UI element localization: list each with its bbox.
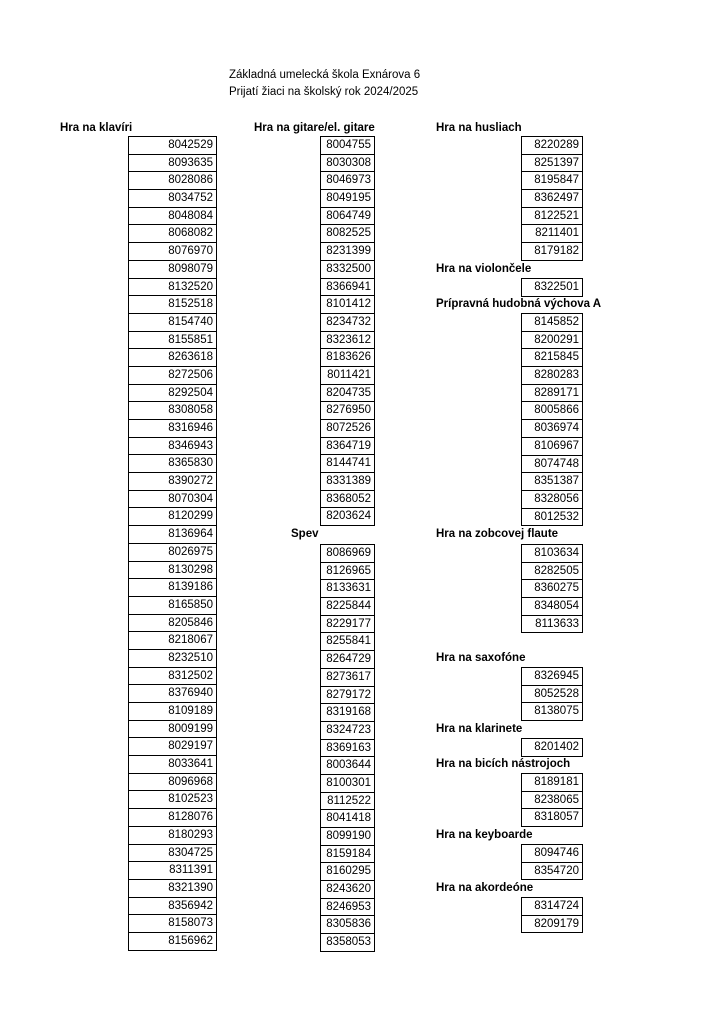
student-id-cell: 8362497 (521, 189, 583, 207)
student-id-cell: 8103634 (521, 544, 583, 562)
student-id-cell: 8049195 (320, 189, 375, 207)
student-id-cell: 8160295 (320, 862, 375, 880)
student-id-cell: 8321390 (128, 879, 217, 897)
student-id-cell: 8005866 (521, 401, 583, 419)
student-id-cell: 8128076 (128, 808, 217, 826)
student-id-cell: 8318057 (521, 808, 583, 827)
student-id-cell: 8106967 (521, 437, 583, 455)
student-id-cell: 8322501 (521, 278, 583, 297)
list-husle (521, 136, 583, 261)
student-id-cell: 8272506 (128, 366, 217, 384)
document-title: Prijatí žiaci na školský rok 2024/2025 (229, 86, 419, 98)
student-id-cell: 8070304 (128, 490, 217, 508)
student-id-cell: 8255841 (320, 632, 375, 650)
section-title-keyboard: Hra na keyboarde (436, 829, 533, 841)
student-id-cell: 8144741 (320, 454, 375, 472)
list-keyboard (521, 844, 583, 880)
student-id-cell: 8042529 (128, 136, 217, 154)
student-id-cell: 8364719 (320, 437, 375, 455)
student-id-cell: 8009199 (128, 720, 217, 738)
student-id-cell: 8026975 (128, 543, 217, 561)
student-id-cell: 8263618 (128, 348, 217, 366)
student-id-cell: 8132520 (128, 278, 217, 296)
student-id-cell: 8369163 (320, 739, 375, 757)
student-id-cell: 8200291 (521, 331, 583, 349)
student-id-cell: 8189181 (521, 773, 583, 791)
student-id-cell: 8346943 (128, 437, 217, 455)
student-id-cell: 8126965 (320, 562, 375, 580)
student-id-cell: 8276950 (320, 401, 375, 419)
student-id-cell: 8029197 (128, 737, 217, 755)
student-id-cell: 8098079 (128, 260, 217, 278)
student-id-cell: 8305836 (320, 915, 375, 933)
student-id-cell: 8358053 (320, 933, 375, 952)
student-id-cell: 8225844 (320, 597, 375, 615)
student-id-cell: 8308058 (128, 401, 217, 419)
student-id-cell: 8251397 (521, 154, 583, 172)
section-title-bicie: Hra na bicích nástrojoch (436, 758, 571, 770)
student-id-cell: 8351387 (521, 472, 583, 490)
student-id-cell: 8366941 (320, 278, 375, 296)
student-id-cell: 8099190 (320, 827, 375, 845)
student-id-cell: 8390272 (128, 472, 217, 490)
list-phv (521, 313, 583, 526)
section-title-violoncelo: Hra na violončele (436, 263, 532, 275)
section-title-akordeon: Hra na akordeóne (436, 882, 534, 894)
section-title-husle: Hra na husliach (436, 122, 522, 134)
student-id-cell: 8356942 (128, 897, 217, 915)
student-id-cell: 8360275 (521, 579, 583, 597)
list-flauta (521, 544, 583, 633)
student-id-cell: 8034752 (128, 189, 217, 207)
student-id-cell: 8179182 (521, 242, 583, 261)
student-id-cell: 8316946 (128, 419, 217, 437)
student-id-cell: 8231399 (320, 242, 375, 260)
section-title-saxofon: Hra na saxofóne (436, 652, 526, 664)
student-id-cell: 8323612 (320, 331, 375, 349)
student-id-cell: 8159184 (320, 845, 375, 863)
student-id-cell: 8112522 (320, 792, 375, 810)
student-id-cell: 8201402 (521, 738, 583, 757)
student-id-cell: 8072526 (320, 419, 375, 437)
student-id-cell: 8048084 (128, 207, 217, 225)
student-id-cell: 8292504 (128, 384, 217, 402)
student-id-cell: 8156962 (128, 932, 217, 951)
student-id-cell: 8033641 (128, 755, 217, 773)
student-id-cell: 8139186 (128, 578, 217, 596)
student-id-cell: 8215845 (521, 348, 583, 366)
student-id-cell: 8246953 (320, 898, 375, 916)
student-id-cell: 8311391 (128, 861, 217, 879)
student-id-cell: 8209179 (521, 915, 583, 934)
student-id-cell: 8328056 (521, 490, 583, 508)
section-title-spev: Spev (291, 528, 319, 540)
student-id-cell: 8046973 (320, 171, 375, 189)
student-id-cell: 8082525 (320, 224, 375, 242)
student-id-cell: 8180293 (128, 826, 217, 844)
student-id-cell: 8012532 (521, 508, 583, 527)
student-id-cell: 8109189 (128, 702, 217, 720)
student-id-cell: 8030308 (320, 154, 375, 172)
student-id-cell: 8096968 (128, 773, 217, 791)
student-id-cell: 8041418 (320, 809, 375, 827)
student-id-cell: 8289171 (521, 384, 583, 402)
student-id-cell: 8155851 (128, 331, 217, 349)
student-id-cell: 8076970 (128, 242, 217, 260)
list-klavir (128, 136, 217, 951)
student-id-cell: 8113633 (521, 615, 583, 634)
student-id-cell: 8074748 (521, 455, 583, 473)
student-id-cell: 8376940 (128, 684, 217, 702)
student-id-cell: 8348054 (521, 597, 583, 615)
student-id-cell: 8195847 (521, 171, 583, 189)
student-id-cell: 8229177 (320, 615, 375, 633)
student-id-cell: 8365830 (128, 454, 217, 472)
student-id-cell: 8136964 (128, 525, 217, 543)
list-saxofon (521, 667, 583, 721)
document-header (229, 67, 420, 101)
student-id-cell: 8102523 (128, 790, 217, 808)
student-id-cell: 8220289 (521, 136, 583, 154)
student-id-cell: 8086969 (320, 544, 375, 562)
student-id-cell: 8028086 (128, 171, 217, 189)
student-id-cell: 8158073 (128, 914, 217, 932)
student-id-cell: 8064749 (320, 207, 375, 225)
student-id-cell: 8154740 (128, 313, 217, 331)
section-title-klarinet: Hra na klarinete (436, 723, 523, 735)
student-id-cell: 8319168 (320, 703, 375, 721)
student-id-cell: 8234732 (320, 313, 375, 331)
list-spev (320, 544, 375, 952)
section-title-gitara: Hra na gitare/el. gitare (254, 122, 375, 134)
student-id-cell: 8122521 (521, 207, 583, 225)
list-klarinet (521, 738, 583, 757)
student-id-cell: 8205846 (128, 614, 217, 632)
student-id-cell: 8011421 (320, 366, 375, 384)
student-id-cell: 8101412 (320, 295, 375, 313)
student-id-cell: 8326945 (521, 667, 583, 685)
student-id-cell: 8304725 (128, 844, 217, 862)
student-id-cell: 8036974 (521, 419, 583, 437)
section-title-flauta: Hra na zobcovej flaute (436, 528, 559, 540)
school-name: Základná umelecká škola Exnárova 6 (229, 69, 421, 81)
student-id-cell: 8165850 (128, 596, 217, 614)
student-id-cell: 8264729 (320, 650, 375, 668)
section-title-klavir: Hra na klavíri (60, 122, 133, 134)
list-violoncelo (521, 278, 583, 297)
student-id-cell: 8068082 (128, 224, 217, 242)
student-id-cell: 8331389 (320, 472, 375, 490)
student-id-cell: 8218067 (128, 631, 217, 649)
student-id-cell: 8204735 (320, 384, 375, 402)
student-id-cell: 8211401 (521, 224, 583, 242)
student-id-cell: 8368052 (320, 490, 375, 508)
student-id-cell: 8130298 (128, 561, 217, 579)
student-id-cell: 8203624 (320, 507, 375, 526)
student-id-cell: 8312502 (128, 667, 217, 685)
student-id-cell: 8093635 (128, 154, 217, 172)
student-id-cell: 8273617 (320, 668, 375, 686)
student-id-cell: 8152518 (128, 295, 217, 313)
student-id-cell: 8052528 (521, 685, 583, 703)
section-title-phv: Prípravná hudobná výchova A (436, 298, 602, 310)
student-id-cell: 8100301 (320, 774, 375, 792)
student-id-cell: 8243620 (320, 880, 375, 898)
student-id-cell: 8282505 (521, 562, 583, 580)
student-id-cell: 8232510 (128, 649, 217, 667)
student-id-cell: 8138075 (521, 702, 583, 721)
student-id-cell: 8354720 (521, 862, 583, 881)
list-gitara (320, 136, 375, 526)
student-id-cell: 8279172 (320, 686, 375, 704)
student-id-cell: 8238065 (521, 791, 583, 809)
student-id-cell: 8133631 (320, 579, 375, 597)
student-id-cell: 8145852 (521, 313, 583, 331)
student-id-cell: 8280283 (521, 366, 583, 384)
student-id-cell: 8324723 (320, 721, 375, 739)
student-id-cell: 8332500 (320, 260, 375, 278)
student-id-cell: 8003644 (320, 756, 375, 774)
student-id-cell: 8183626 (320, 348, 375, 366)
list-akordeon (521, 897, 583, 933)
student-id-cell: 8094746 (521, 844, 583, 862)
student-id-cell: 8120299 (128, 507, 217, 525)
list-bicie (521, 773, 583, 827)
student-id-cell: 8314724 (521, 897, 583, 915)
student-id-cell: 8004755 (320, 136, 375, 154)
